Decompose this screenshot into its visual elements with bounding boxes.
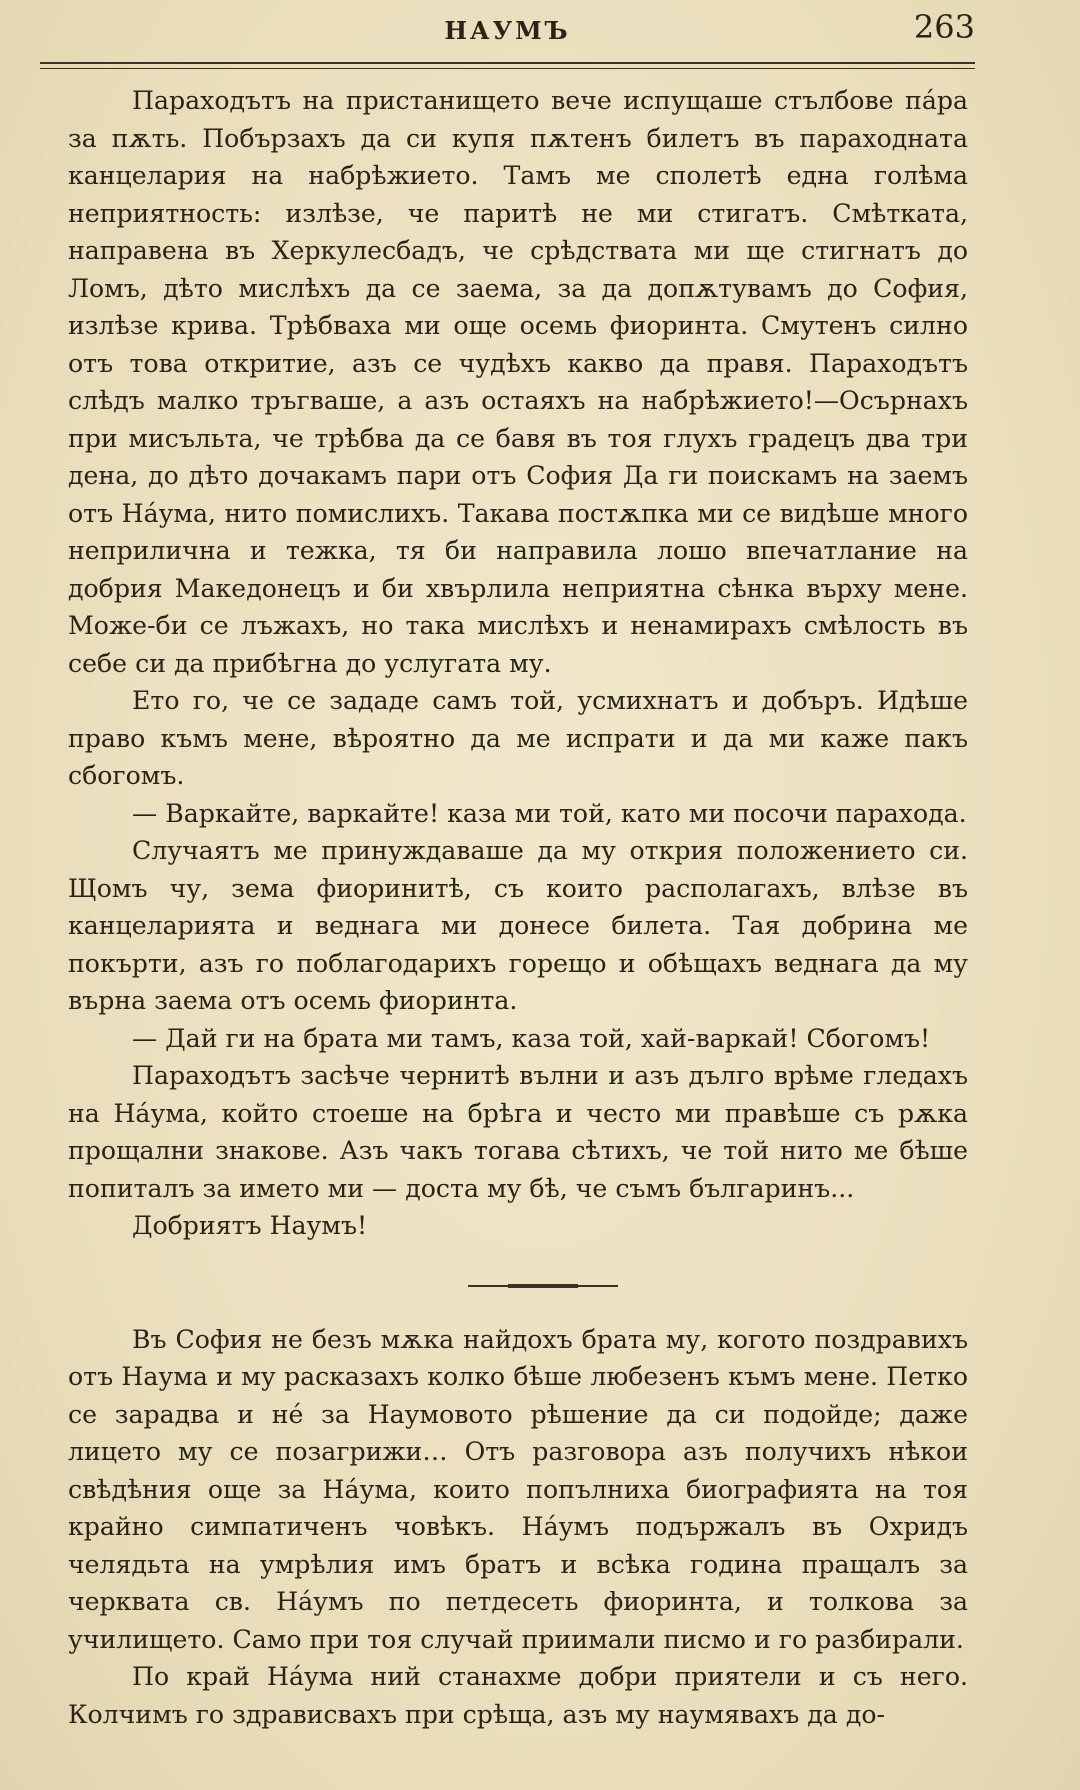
paragraph: Параходътъ на пристанището вече испущаше стълбове пáра за пѫть. Побързахъ да си купя пѫтенъ билетъ въ параходната канцелария на набрѣжието. Тамъ ме сполетѣ една голѣма неприятность: излѣзе, че паритѣ не ми стигатъ. Смѣтката, направена въ Херкулесбадъ, че срѣдствата ми ще стигнатъ до Ломъ, дѣто мислѣхъ да се заема, за да допѫтувамъ до София, излѣзе крива. Трѣбваха ми още осемь фиоринта. Смутенъ силно отъ това откритие, азъ се чудѣхъ какво да правя. Параходътъ слѣдъ малко тръгваше, а азъ остаяхъ на набрѣжието!—Осърнахъ при мисъльта, че трѣбва да се бавя въ тоя глухъ градецъ два три дена, до дѣто дочакамъ пари отъ София Да ги поискамъ на заемъ отъ Нáума, нито помислихъ. Такава постѫпка ми се видѣше много неприлична и тежка, тя би направила лошо впечатлание на добрия Македонецъ и би хвърлила неприятна сѣнка върху мене. Може-би се лъжахъ, но така мислѣхъ и ненамирахъ смѣлость въ себе си да прибѣгна до услугата му. [68,86,968,678]
separator-center [508,1284,578,1288]
closing-exclamation: Добриятъ Наумъ! [132,1211,368,1240]
page-body [68,82,968,1733]
page-header [40,6,975,48]
header-rule-thin [40,68,975,69]
paragraph: Ето го, че се зададе самъ той, усмихнатъ и добъръ. Идѣше право къмъ мене, вѣроятно да ме испрати и да ми каже пакъ сбогомъ. [68,686,968,790]
paragraph: По край Нáума ний станахме добри приятели и съ него. Колчимъ го здрависвахъ при срѣща, азъ му наумявахъ да до- [68,1662,968,1729]
section-separator [68,1245,968,1321]
dialog-line: — Варкайте, варкайте! каза ми той, като ми посочи парахода. [132,798,967,828]
paragraph: Случаятъ ме принуждаваше да му открия положението си. Щомъ чу, зема фиоринитѣ, съ които располагахъ, влѣзе въ канцеларията и веднага ми донесе билета. Тая добрина ме покърти, азъ го поблагодарихъ горещо и обѣщахъ веднага да му върна заема отъ осемь фиоринта. [68,836,968,1015]
paragraph: Въ София не безъ мѫка найдохъ брата му, когото поздравихъ отъ Наума и му расказахъ колко бѣше любезенъ къмъ мене. Петко се зарадва и нé за Наумовото рѣшение да си подойде; даже лицето му се позагрижи… Отъ разговора азъ получихъ нѣкои свѣдѣния още за Нáума, които попълниха биографията на тоя крайно симпатиченъ човѣкъ. Нáумъ подържалъ въ Охридъ челядьта на умрѣлия имъ братъ и всѣка година пращалъ за черквата св. Нáумъ по петдесеть фиоринта, и толкова за училището. Само при тоя случай приимали писмо и го разбирали. [68,1324,968,1654]
dialog-line: — Дай ги на брата ми тамъ, каза той, хай-варкай! Сбогомъ! [132,1023,931,1053]
running-title: НАУМЪ [444,16,571,45]
paragraph: Параходътъ засѣче чернитѣ вълни и азъ дълго врѣме гледахъ на Нáума, който стоеше на брѣга и често ми правѣше съ рѫка прощални знакове. Азъ чакъ тогава сѣтихъ, че той нито ме бѣше попиталъ за името ми — доста му бѣ, че съмъ българинъ... [68,1061,968,1203]
header-rule [40,62,975,64]
page-number: 263 [913,8,975,46]
